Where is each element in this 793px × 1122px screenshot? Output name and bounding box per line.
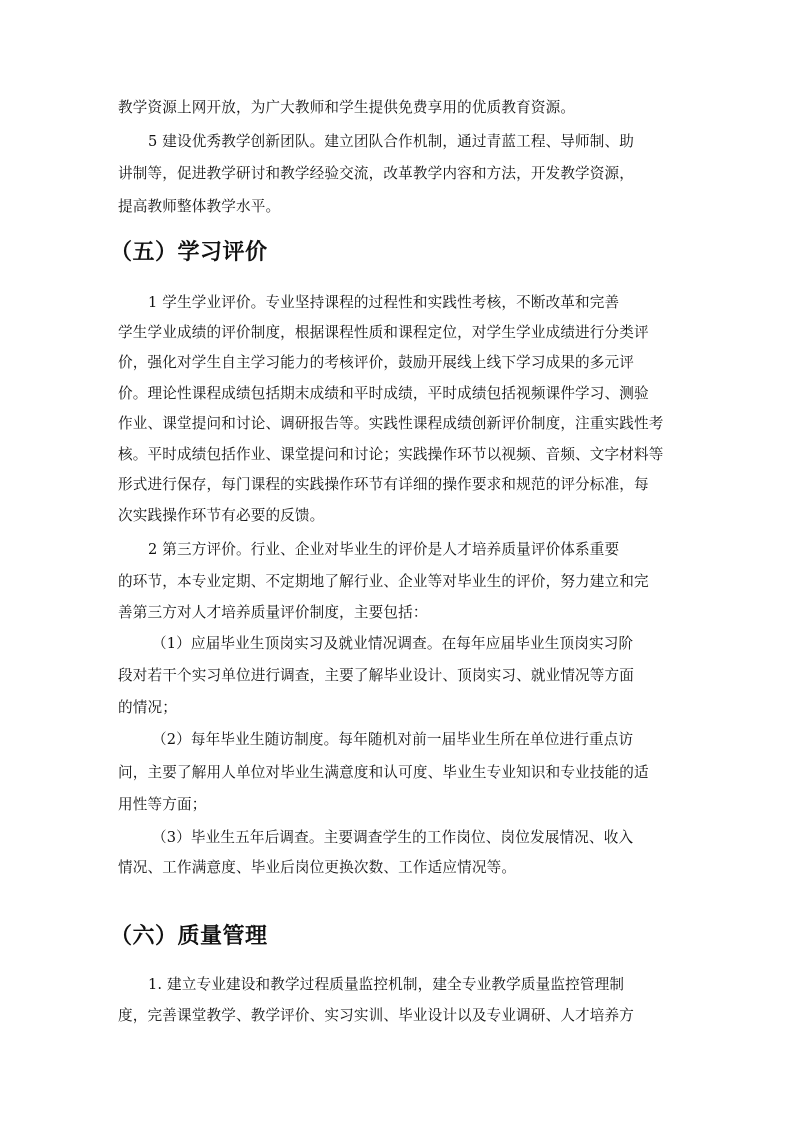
paragraph-line: 段对若干个实习单位进行调查，主要了解毕业设计、顶岗实习、就业情况等方面 (118, 667, 635, 684)
paragraph-line: 5 建设优秀教学创新团队。建立团队合作机制，通过青蓝工程、导师制、助 (148, 133, 635, 150)
paragraph-line: （3）毕业生五年后调查。主要调查学生的工作岗位、岗位发展情况、收入 (152, 829, 634, 846)
paragraph-line: 次实践操作环节有必要的反馈。 (118, 507, 325, 524)
paragraph-line: 度，完善课堂教学、教学评价、实习实训、毕业设计以及专业调研、人才培养方 (118, 1007, 635, 1024)
paragraph-line: 教学资源上网开放，为广大教师和学生提供免费享用的优质教育资源。 (118, 99, 576, 116)
paragraph-line: 的情况； (118, 699, 177, 716)
paragraph-line: 的环节，本专业定期、不定期地了解行业、企业等对毕业生的评价，努力建立和完 (118, 573, 649, 590)
paragraph-line: 价。理论性课程成绩包括期末成绩和平时成绩，平时成绩包括视频课件学习、测验 (118, 385, 649, 402)
paragraph-line: 用性等方面； (118, 796, 207, 813)
paragraph-line: 形式进行保存，每门课程的实践操作环节有详细的操作要求和规范的评分标准，每 (118, 476, 649, 493)
paragraph-line: 价，强化对学生自主学习能力的考核评价，鼓励开展线上线下学习成果的多元评 (118, 354, 635, 371)
section-heading: （五）学习评价 (110, 240, 268, 265)
paragraph-line: 情况、工作满意度、毕业后岗位更换次数、工作适应情况等。 (118, 859, 517, 876)
paragraph-line: 学生学业成绩的评价制度，根据课程性质和课程定位，对学生学业成绩进行分类评 (118, 324, 649, 341)
paragraph-line: 2 第三方评价。行业、企业对毕业生的评价是人才培养质量评价体系重要 (148, 541, 620, 558)
paragraph-line: 提高教师整体教学水平。 (118, 198, 281, 215)
section-heading: （六）质量管理 (110, 924, 268, 949)
paragraph-line: 1. 建立专业建设和教学过程质量监控机制，建全专业教学质量监控管理制 (148, 976, 625, 993)
paragraph-line: （2）每年毕业生随访制度。每年随机对前一届毕业生所在单位进行重点访 (152, 731, 634, 748)
paragraph-line: 善第三方对人才培养质量评价制度，主要包括： (118, 604, 428, 621)
paragraph-line: 核。平时成绩包括作业、课堂提问和讨论；实践操作环节以视频、音频、文字材料等 (118, 446, 664, 463)
paragraph-line: 作业、课堂提问和讨论、调研报告等。实践性课程成绩创新评价制度，注重实践性考 (118, 415, 664, 432)
paragraph-line: （1）应届毕业生顶岗实习及就业情况调查。在每年应届毕业生顶岗实习阶 (152, 635, 634, 652)
paragraph-line: 1 学生学业评价。专业坚持课程的过程性和实践性考核，不断改革和完善 (148, 294, 620, 311)
paragraph-line: 讲制等，促进教学研讨和教学经验交流，改革教学内容和方法，开发教学资源， (118, 165, 635, 182)
paragraph-line: 问，主要了解用人单位对毕业生满意度和认可度、毕业生专业知识和专业技能的适 (118, 764, 649, 781)
